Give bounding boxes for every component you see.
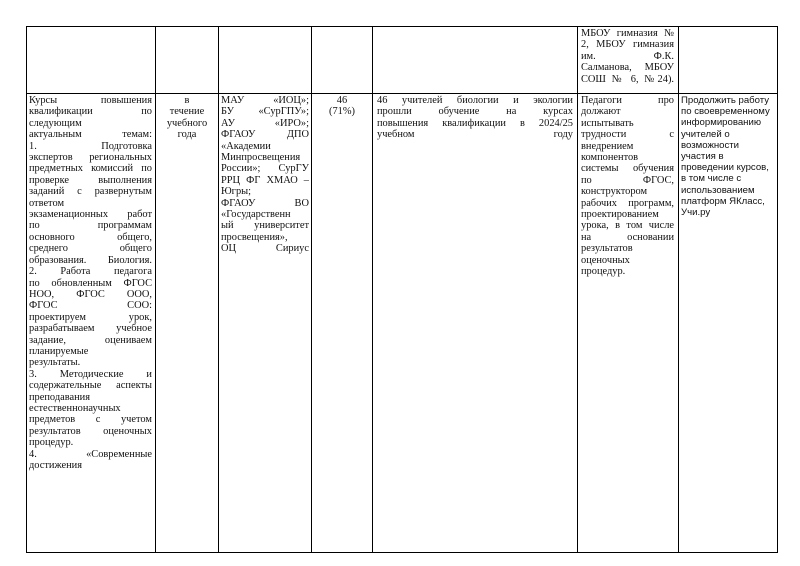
organizations-cell: МАУ «ИОЦ»; БУ «СурГПУ»; АУ «ИРО»; ФГАОУ ДПО «Академии Минпросвещения России»; СурГУ РРЦ ФГ ХМАО – Югры; ФГАОУ ВО «Государственн ый университет просвещения», ОЦ Сириус	[221, 95, 309, 255]
term-cell: в течение учебного года	[166, 95, 208, 141]
column-divider	[218, 26, 219, 553]
report-table	[26, 26, 778, 553]
table-border-left	[26, 26, 27, 553]
result-cell: 46 учителей биологии и экологии прошли обучение на курсах повышения квалификации в 2024/25 учебном году	[377, 95, 573, 141]
column-divider	[155, 26, 156, 553]
column-divider	[311, 26, 312, 553]
schools-list-cell: МБОУ гимназия № 2, МБОУ гимназия им. Ф.К. Салманова, МБОУ СОШ № 6, №24).	[581, 28, 674, 85]
table-border-top	[26, 26, 778, 27]
row-divider	[26, 93, 778, 94]
column-divider	[372, 26, 373, 553]
table-border-bottom	[26, 552, 778, 553]
column-divider	[678, 26, 679, 553]
course-topics-cell: Курсы повышения квалификации по следующим актуальным темам: 1. Подготовка экспертов региональных предметных комиссий по проверке выполнения заданий с развернутым ответом экзаменационных работ по программам основного общего, среднего общего образования. Биология. 2. Работа педагога по обновленным ФГОС НОО, ФГОС ООО, ФГОС СОО: проектируем урок, разрабатываем учебное задание, оцениваем планируемые результаты. 3. Методические и содержательные аспекты преподавания естественнонаучных предметов с учетом результатов оценочных процедур. 4. «Современные достижения	[29, 95, 152, 471]
participants-count-cell: 46 (71%)	[329, 95, 355, 118]
table-border-right	[777, 26, 778, 553]
problems-cell: Педагоги про должают испытывать трудности с внедрением компонентов системы обучения по ФГОС, конструктором рабочих программ, проектированием урока, в том числе на основании результатов оценочных процедур.	[581, 95, 674, 278]
column-divider	[577, 26, 578, 553]
recommendations-cell: Продолжить работу по своевременному информированию учителей о возможности участия в проведении курсов, в том числе с использованием платформ ЯКласс, Учи.ру	[681, 95, 770, 219]
